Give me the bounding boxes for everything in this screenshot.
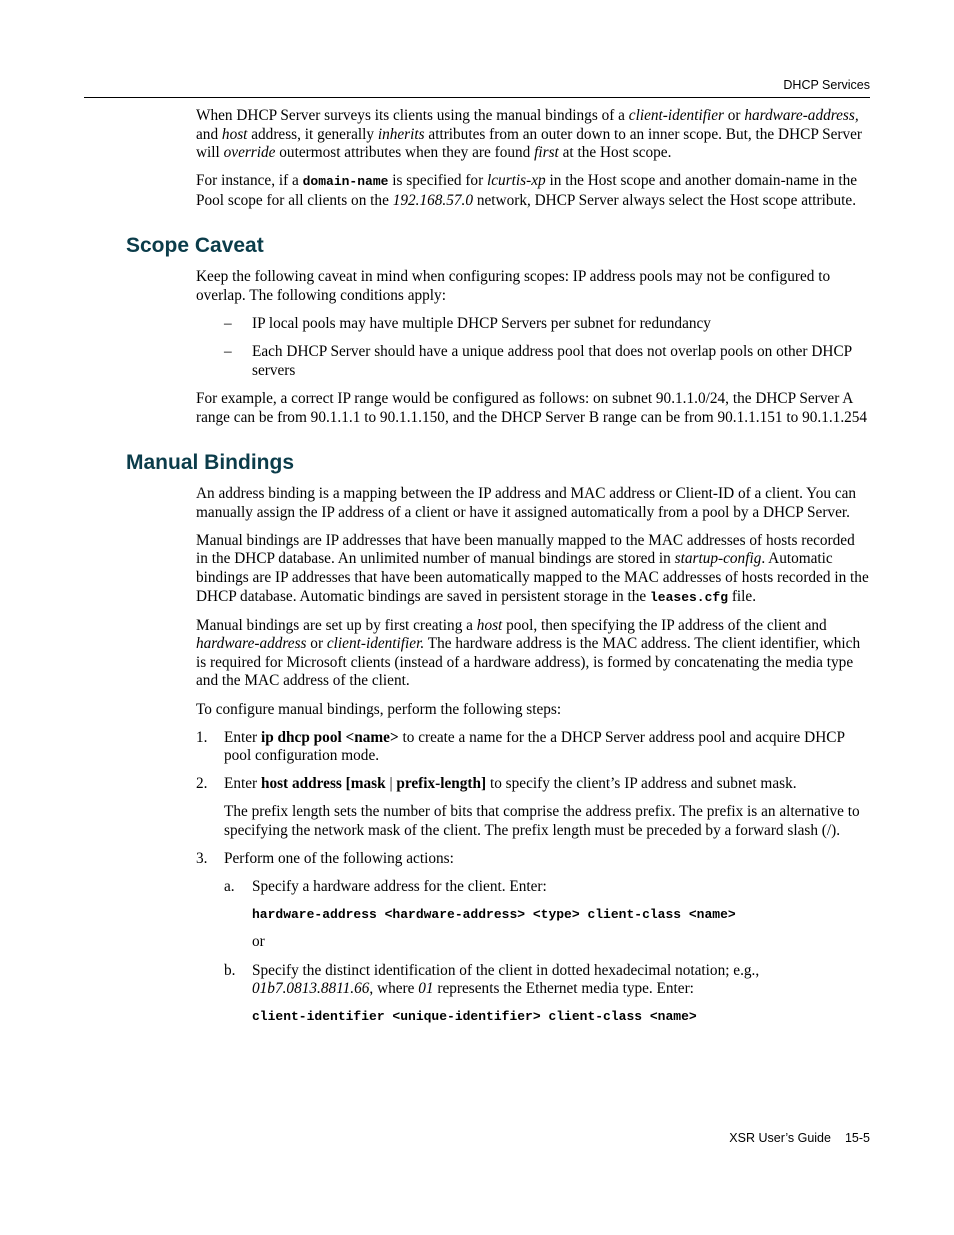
page-body: [126, 107, 870, 1036]
intro-paragraph-2: For instance, if a domain-name is specified for lcurtis-xp in the Host scope and another domain-name in the Pool scope for all clients on the 192.168.57.0 network, DHCP Server always select the Host scope attribute.: [196, 172, 858, 209]
manual-bindings-paragraph-2: Manual bindings are IP addresses that have been manually mapped to the MAC addresses of hosts recorded in the DHCP database. An unlimited number of manual bindings are stored in startup-config. Automatic bindings are IP addresses that have been automatically mapped to the MAC addresses of hosts recorded in the DHCP database. Automatic bindings are saved in persistent storage in the leases.cfg file.: [196, 531, 869, 605]
procedure-step-1: 1. Enter ip dhcp pool <name> to create a name for the a DHCP Server address pool and acquire DHCP pool configuration mode.: [196, 728, 845, 765]
manual-bindings-paragraph-3: Manual bindings are set up by first creating a host pool, then specifying the IP address of the client and hardware-address or client-identifier. The hardware address is the MAC address. The client identifier, which is required for Microsoft clients (instead of a hardware address), is formed by concatenating the media type and the MAC address of the client.: [196, 616, 861, 690]
scope-caveat-intro: Keep the following caveat in mind when configuring scopes: IP address pools may not be configured to overlap. The following conditions apply:: [196, 268, 831, 305]
command-syntax: client-identifier <unique-identifier> client-class <name>: [252, 1008, 697, 1024]
section-heading-manual-bindings: Manual Bindings: [126, 451, 294, 475]
procedure-step-2: 2. Enter host address [mask | prefix-length] to specify the client’s IP address and subnet mask. The prefix length sets the number of bits that comprise the address prefix. The prefix is an alternative to specifying the network mask of the client. The prefix length must be preceded by a forward slash (/).: [196, 775, 870, 840]
command-syntax: hardware-address <hardware-address> <type> client-class <name>: [252, 906, 736, 922]
procedure-substep-a: a. Specify a hardware address for the client. Enter: hardware-address <hardware-address> <type> client-class <name>: [224, 878, 870, 924]
manual-bindings-paragraph-1: An address binding is a mapping between the IP address and MAC address or Client-ID of a client. You can manually assign the IP address of a client or have it assigned automatically from a pool by a DHCP Server.: [196, 485, 857, 521]
condition-list: [224, 315, 870, 380]
page-number: 15-5: [844, 1131, 870, 1145]
prefix-length-note: The prefix length sets the number of bits that comprise the address prefix. The prefix is an alternative to specifying the network mask of the client. The prefix length must be preceded by a forward slash (/).: [224, 803, 860, 840]
list-item: – Each DHCP Server should have a unique address pool that does not overlap pools on other DHCP servers: [224, 343, 852, 379]
scope-caveat-example: For example, a correct IP range would be configured as follows: on subnet 90.1.1.0/24, the DHCP Server A range can be from 90.1.1.1 to 90.1.1.150, and the DHCP Server B range can be from 90.1.1.151 to 90.1.1.254: [196, 389, 868, 426]
or-separator: or: [252, 933, 265, 951]
list-item: – IP local pools may have multiple DHCP Servers per subnet for redundancy: [224, 315, 711, 333]
guide-title: XSR User’s Guide: [729, 1131, 831, 1145]
section-heading-scope-caveat: Scope Caveat: [126, 234, 264, 258]
header-rule: [84, 97, 870, 98]
running-footer: [729, 1131, 870, 1145]
intro-paragraph-1: When DHCP Server surveys its clients using the manual bindings of a client-identifier or hardware-address, and host address, it generally inherits attributes from an outer down to an inner scope. But, the DHCP Server will override outermost attributes when they are found first at the Host scope.: [196, 107, 863, 162]
procedure-step-3: 3. Perform one of the following actions: a. Specify a hardware address for the client. Enter: hardware-address <hardware-address> <type> client-class <name> or b. Specify the distinct identification of the client in dotted hexadecimal notation; e.g., 01b7.0813.8811.66, where 01 represents the Ethernet media type. Enter: client-identifier <unique-identifier> client-class <name>: [196, 850, 870, 1026]
running-header: DHCP Services: [783, 78, 870, 92]
manual-bindings-paragraph-4: To configure manual bindings, perform the following steps:: [196, 700, 562, 718]
procedure-substep-b: b. Specify the distinct identification of the client in dotted hexadecimal notation; e.g., 01b7.0813.8811.66, where 01 represents the Ethernet media type. Enter: client-identifier <unique-identifier> client-class <name>: [224, 962, 870, 1027]
